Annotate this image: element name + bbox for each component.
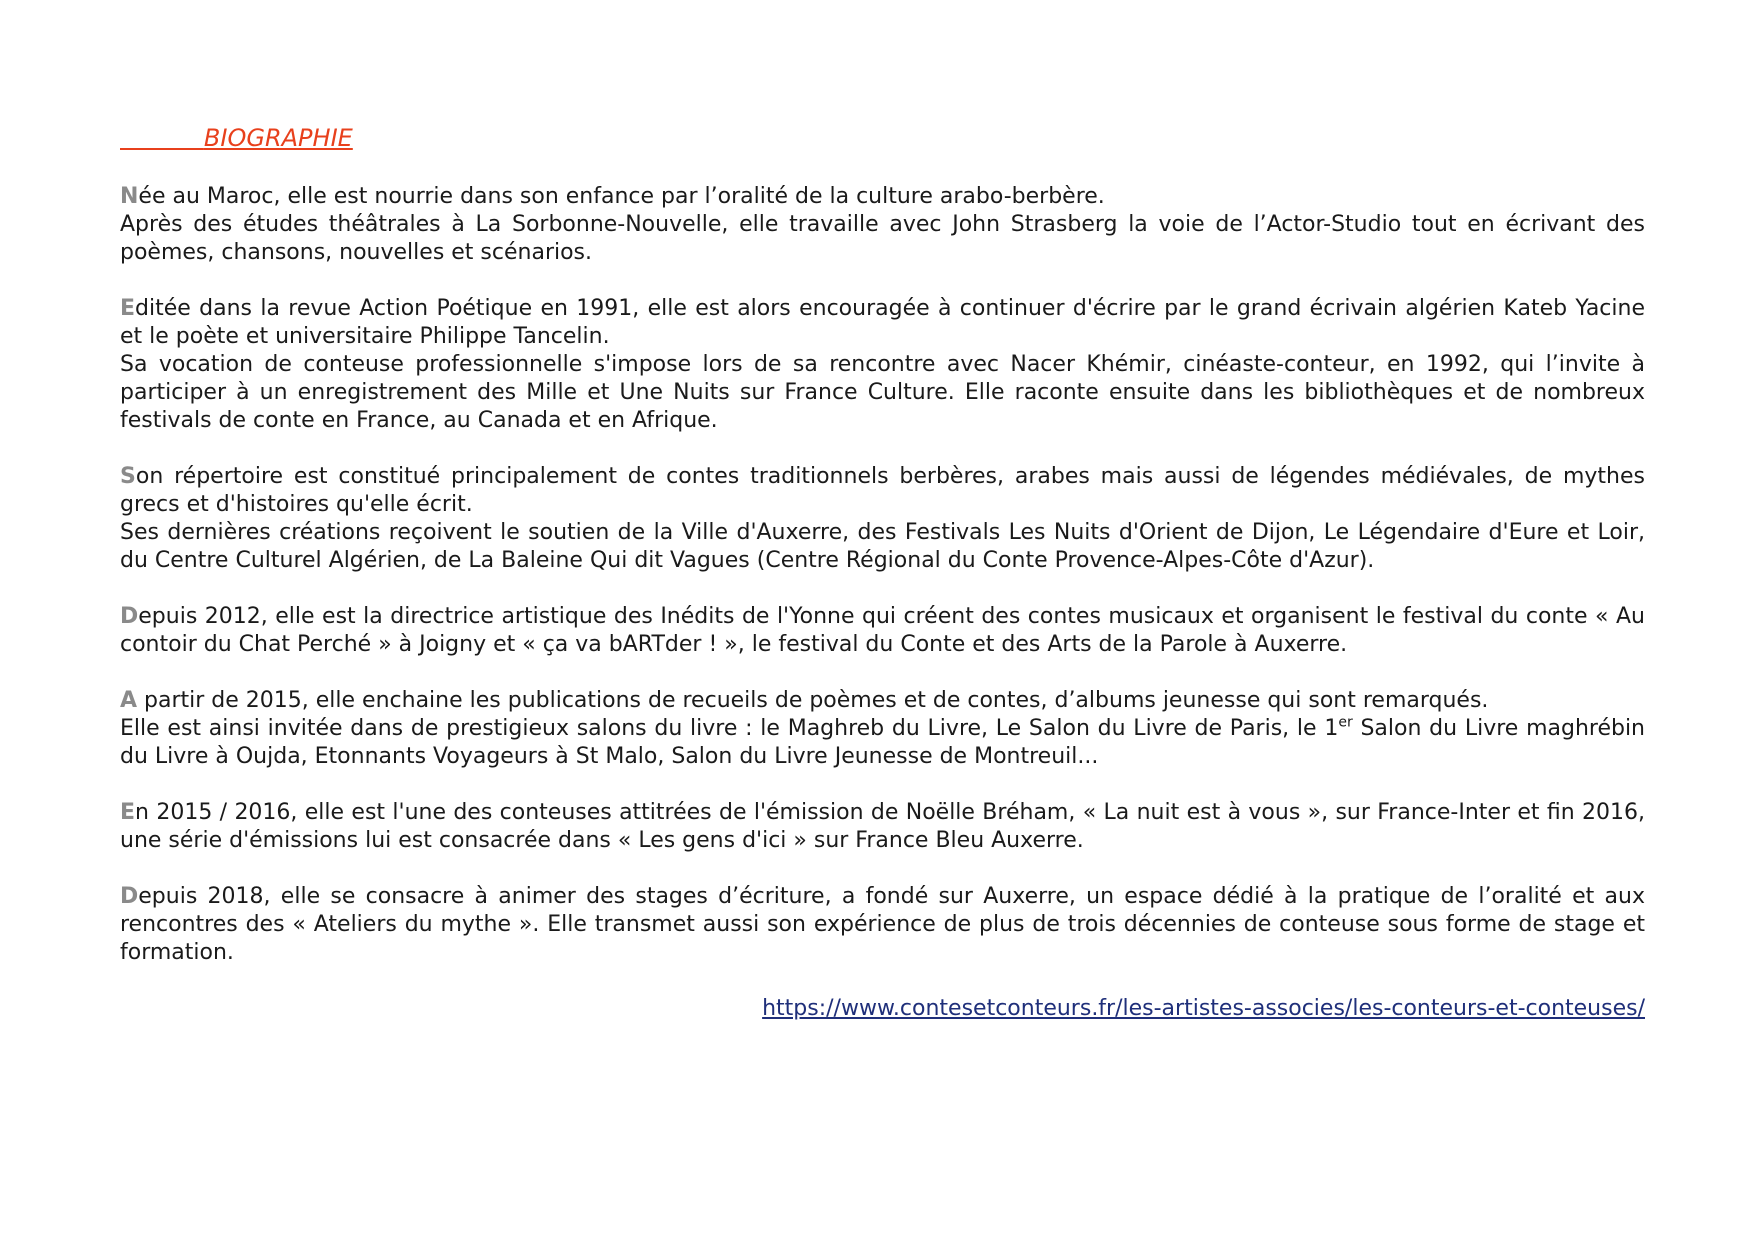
paragraph-line: Depuis 2018, elle se consacre à animer des stages d’écriture, a fondé sur Auxerre, un espace dédié à la pratique de l’oralité et aux rencontres des « Ateliers du mythe ». Elle transmet aussi son expérience de plus de trois décennies de conteuse sous forme de stage et formation.	[120, 884, 1645, 965]
dropcap-letter: E	[120, 800, 136, 825]
paragraph-direction	[120, 603, 1645, 659]
paragraph-workshops	[120, 883, 1645, 967]
dropcap-letter: D	[120, 884, 139, 909]
dropcap-letter: D	[120, 604, 139, 629]
source-link-row	[120, 995, 1645, 1023]
paragraph-radio	[120, 799, 1645, 855]
dropcap-letter: S	[120, 464, 136, 489]
heading-title: BIOGRAPHIE	[203, 124, 353, 152]
paragraph-publications	[120, 687, 1645, 771]
paragraph-line: En 2015 / 2016, elle est l'une des conteuses attitrées de l'émission de Noëlle Bréham, « La nuit est à vous », sur France-Inter et fin 2016, une série d'émissions lui est consacrée dans « Les gens d'ici » sur France Bleu Auxerre.	[120, 800, 1645, 853]
paragraph-line: A partir de 2015, elle enchaine les publications de recueils de poèmes et de contes, d’albums jeunesse qui sont remarqués.	[120, 688, 1489, 713]
source-link[interactable]: https://www.contesetconteurs.fr/les-artistes-associes/les-conteurs-et-conteuses/	[762, 996, 1645, 1021]
paragraph-line: Née au Maroc, elle est nourrie dans son enfance par l’oralité de la culture arabo-berbère.	[120, 184, 1105, 209]
dropcap-letter: E	[120, 296, 136, 321]
biography-heading	[120, 123, 1645, 153]
paragraph-line: Elle est ainsi invitée dans de prestigieux salons du livre : le Maghreb du Livre, Le Salon du Livre de Paris, le 1er Salon du Livre maghrébin du Livre à Oujda, Etonnants Voyageurs à St Malo, Salon du Livre Jeunesse de Montreuil...	[120, 714, 1645, 769]
paragraph-line: Editée dans la revue Action Poétique en 1991, elle est alors encouragée à continuer d'écrire par le grand écrivain algérien Kateb Yacine et le poète et universitaire Philippe Tancelin.	[120, 296, 1645, 349]
paragraph-line: Son répertoire est constitué principalement de contes traditionnels berbères, arabes mais aussi de légendes médiévales, de mythes grecs et d'histoires qu'elle écrit.	[120, 464, 1645, 517]
dropcap-letter: N	[120, 184, 139, 209]
paragraph-line: Sa vocation de conteuse professionnelle s'impose lors de sa rencontre avec Nacer Khémir, cinéaste-conteur, en 1992, qui l’invite à participer à un enregistrement des Mille et Une Nuits sur France Culture. Elle raconte ensuite dans les bibliothèques et de nombreux festivals de conte en France, au Canada et en Afrique.	[120, 352, 1645, 433]
dropcap-letter: A	[120, 688, 138, 713]
paragraph-repertoire	[120, 463, 1645, 575]
paragraph-origins	[120, 183, 1645, 267]
paragraph-line: Depuis 2012, elle est la directrice artistique des Inédits de l'Yonne qui créent des contes musicaux et organisent le festival du conte « Au contoir du Chat Perché » à Joigny et « ça va bARTder ! », le festival du Conte et des Arts de la Parole à Auxerre.	[120, 604, 1645, 657]
paragraph-line: Après des études théâtrales à La Sorbonne-Nouvelle, elle travaille avec John Strasberg la voie de l’Actor-Studio tout en écrivant des poèmes, chansons, nouvelles et scénarios.	[120, 212, 1645, 265]
document-page	[120, 123, 1645, 1023]
paragraph-line: Ses dernières créations reçoivent le soutien de la Ville d'Auxerre, des Festivals Les Nuits d'Orient de Dijon, Le Légendaire d'Eure et Loir, du Centre Culturel Algérien, de La Baleine Qui dit Vagues (Centre Régional du Conte Provence-Alpes-Côte d'Azur).	[120, 520, 1645, 573]
superscript-ordinal: er	[1338, 714, 1353, 731]
paragraph-vocation	[120, 295, 1645, 435]
